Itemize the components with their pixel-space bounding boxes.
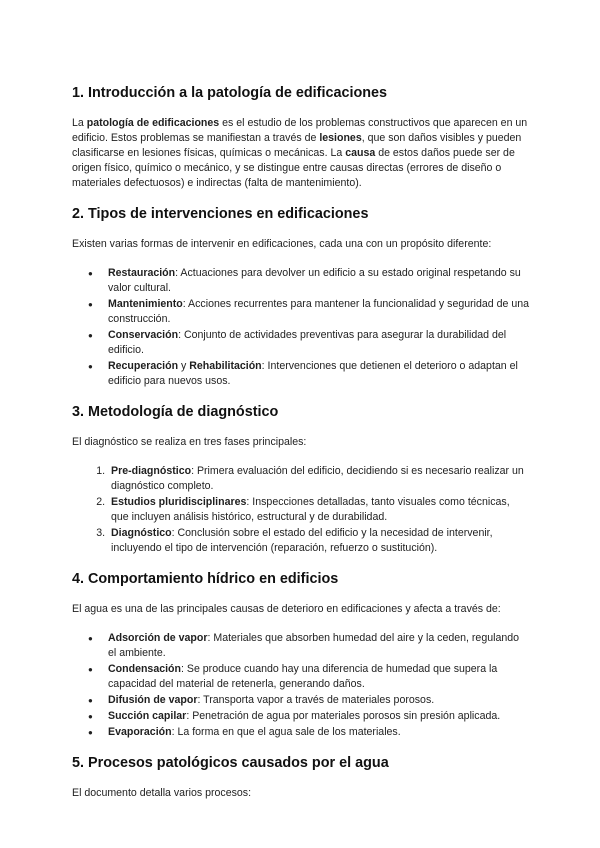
- section-comportamiento-hidrico: [72, 570, 530, 740]
- text-run: es el estudio de los problemas constructivos que aparecen en un edificio. Estos problemas se manifiestan a través de: [72, 117, 528, 144]
- list-item: [108, 725, 530, 740]
- bold-term: Estudios pluridisciplinares: [111, 496, 247, 508]
- bold-term: Evaporación: [108, 726, 172, 738]
- text-run: de estos daños puede ser de origen físico, químico o mecánico, y se distingue entre causas directas (errores de diseño o materiales defectuosos) e indirectas (falta de mantenimiento).: [72, 147, 515, 189]
- bold-term: Mantenimiento: [108, 298, 183, 310]
- section-metodologia-diagnostico: [72, 403, 530, 556]
- list-item: [108, 266, 530, 296]
- list-item: [108, 662, 530, 692]
- numbered-list: [72, 464, 530, 556]
- section-introduccion: [72, 84, 530, 191]
- section-procesos-patologicos: [72, 754, 530, 801]
- item-text: : Primera evaluación del edificio, decidiendo si es necesario realizar un diagnóstico completo.: [111, 465, 524, 492]
- item-text: y: [178, 360, 190, 372]
- bullet-list: [72, 266, 530, 389]
- list-item: [108, 495, 530, 525]
- item-text: : Conjunto de actividades preventivas para asegurar la durabilidad del edificio.: [108, 329, 507, 356]
- bold-term: Pre-diagnóstico: [111, 465, 192, 477]
- item-text: : La forma en que el agua sale de los materiales.: [171, 726, 401, 738]
- text-run: La: [72, 117, 87, 129]
- item-text: : Intervenciones que detienen el deterioro o adaptan el edificio para nuevos usos.: [108, 360, 518, 387]
- list-item: [108, 693, 530, 708]
- section-tipos-intervenciones: [72, 205, 530, 389]
- bold-term: Difusión de vapor: [108, 694, 198, 706]
- bold-term: Rehabilitación: [189, 360, 262, 372]
- section-intro: Existen varias formas de intervenir en edificaciones, cada una con un propósito diferente:: [72, 238, 492, 250]
- bold-term: causa: [345, 147, 376, 159]
- section-heading: 2. Tipos de intervenciones en edificaciones: [72, 206, 369, 222]
- section-heading: 3. Metodología de diagnóstico: [72, 404, 279, 420]
- item-text: : Se produce cuando hay una diferencia de humedad que supera la capacidad del material de retenerla, generando daños.: [108, 663, 498, 690]
- item-text: : Inspecciones detalladas, tanto visuales como técnicas, que incluyen análisis histórico, estructural y de durabilidad.: [111, 496, 510, 523]
- list-item: [108, 709, 530, 724]
- section-heading: 4. Comportamiento hídrico en edificios: [72, 571, 339, 587]
- section-intro: El diagnóstico se realiza en tres fases principales:: [72, 436, 307, 448]
- list-item: [108, 526, 530, 556]
- section-intro: El documento detalla varios procesos:: [72, 787, 252, 799]
- section-heading: 1. Introducción a la patología de edificaciones: [72, 85, 388, 101]
- section-heading: 5. Procesos patológicos causados por el agua: [72, 755, 389, 771]
- bold-term: Adsorción de vapor: [108, 632, 208, 644]
- bold-term: Succión capilar: [108, 710, 187, 722]
- section-intro: El agua es una de las principales causas de deterioro en edificaciones y afecta a través de:: [72, 603, 501, 615]
- section-paragraph: [72, 116, 530, 191]
- item-text: : Actuaciones para devolver un edificio a su estado original respetando su valor cultural.: [108, 267, 521, 294]
- list-item: [108, 359, 530, 389]
- bold-term: lesiones: [319, 132, 362, 144]
- list-item: [108, 328, 530, 358]
- bold-term: Conservación: [108, 329, 179, 341]
- bullet-list: [72, 631, 530, 740]
- list-item: [108, 631, 530, 661]
- bold-term: Condensación: [108, 663, 181, 675]
- list-item: [108, 297, 530, 327]
- bold-term: Restauración: [108, 267, 176, 279]
- bold-term: Diagnóstico: [111, 527, 172, 539]
- list-item: [108, 464, 530, 494]
- item-text: : Transporta vapor a través de materiales porosos.: [197, 694, 435, 706]
- text-run: , que son daños visibles y pueden clasificarse en lesiones físicas, químicas o mecánicas. La: [72, 132, 522, 159]
- item-text: : Materiales que absorben humedad del aire y la ceden, regulando el ambiente.: [108, 632, 520, 659]
- item-text: : Acciones recurrentes para mantener la funcionalidad y seguridad de una construcción.: [108, 298, 530, 325]
- item-text: : Conclusión sobre el estado del edificio y la necesidad de intervenir, incluyendo el tipo de intervención (reparación, refuerzo o sustitución).: [111, 527, 493, 554]
- item-text: : Penetración de agua por materiales porosos sin presión aplicada.: [186, 710, 501, 722]
- bold-term: Recuperación: [108, 360, 179, 372]
- bold-term: patología de edificaciones: [86, 117, 220, 129]
